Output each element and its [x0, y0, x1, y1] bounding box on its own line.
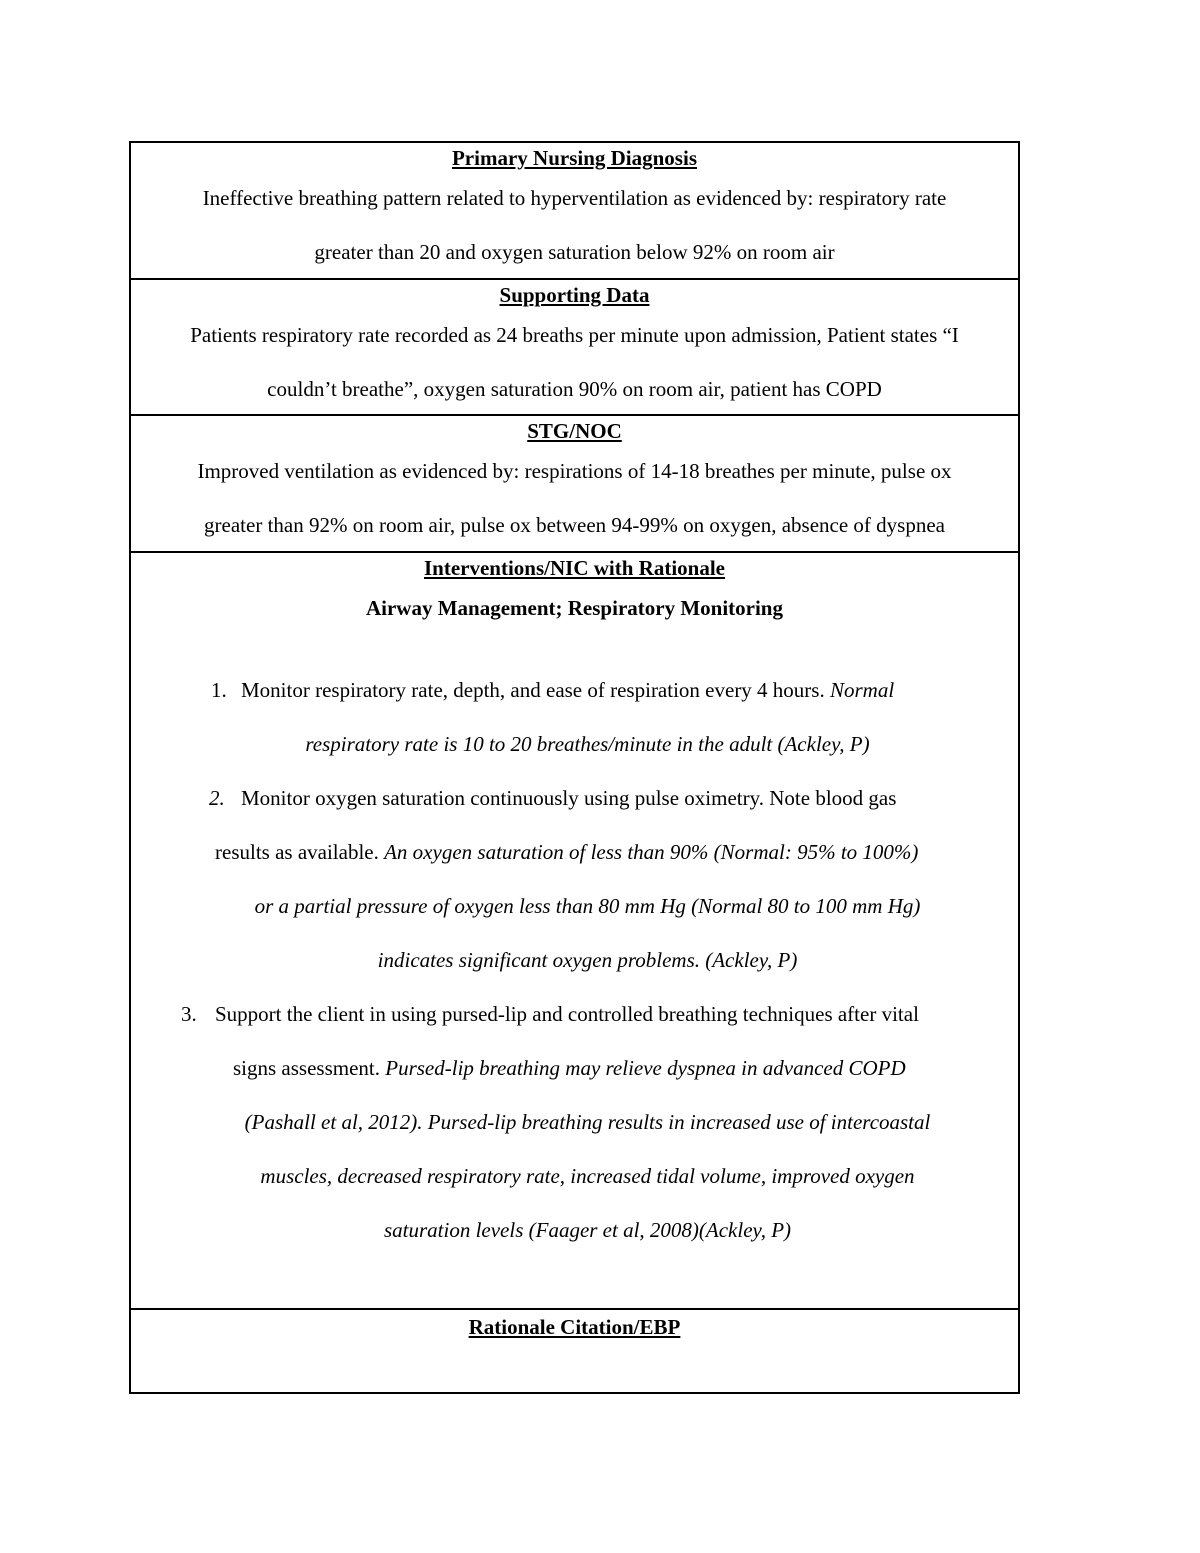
intervention-number: 2. — [209, 786, 225, 810]
intervention-text: Monitor oxygen saturation continuously using pulse oximetry. Note blood gas — [241, 786, 897, 810]
supporting-line-1: Patients respiratory rate recorded as 24 breaths per minute upon admission, Patient states “I — [190, 323, 959, 347]
intervention-item-1 — [131, 663, 1018, 771]
interventions-title: Interventions/NIC with Rationale — [423, 556, 725, 580]
supporting-data-title: Supporting Data — [499, 283, 650, 307]
intervention-text: Monitor respiratory rate, depth, and ease of respiration every 4 hours. — [241, 678, 825, 702]
intervention-number: 1. — [211, 678, 227, 702]
interventions-subtitle: Airway Management; Respiratory Monitoring — [365, 596, 783, 620]
intervention-rationale: indicates significant oxygen problems. (Ackley, P) — [377, 948, 798, 972]
stg-noc-title: STG/NOC — [527, 419, 622, 443]
intervention-rationale: Pursed-lip breathing may relieve dyspnea in advanced COPD — [385, 1056, 906, 1080]
stg-noc-cell — [131, 414, 1018, 551]
intervention-text: results as available. — [215, 840, 379, 864]
intervention-rationale: muscles, decreased respiratory rate, increased tidal volume, improved oxygen — [260, 1164, 915, 1188]
intervention-rationale: respiratory rate is 10 to 20 breathes/minute in the adult (Ackley, P) — [305, 732, 870, 756]
interventions-list — [131, 663, 1018, 1257]
intervention-number: 3. — [181, 1002, 197, 1026]
rationale-citation-title: Rationale Citation/EBP — [468, 1315, 681, 1339]
supporting-data-cell — [131, 278, 1018, 414]
supporting-data-text — [139, 308, 1010, 414]
intervention-item-2 — [131, 771, 1018, 987]
diagnosis-line-1: Ineffective breathing pattern related to hyperventilation as evidenced by: respiratory rate — [202, 186, 947, 210]
intervention-text: signs assessment. — [233, 1056, 380, 1080]
diagnosis-cell — [131, 141, 1018, 278]
rationale-citation-cell — [131, 1308, 1018, 1394]
intervention-item-3 — [131, 987, 1018, 1257]
intervention-rationale: saturation levels (Faager et al, 2008)(Ackley, P) — [383, 1218, 792, 1242]
intervention-rationale: An oxygen saturation of less than 90% (Normal: 95% to 100%) — [384, 840, 919, 864]
intervention-text: Support the client in using pursed-lip and controlled breathing techniques after vital — [215, 1002, 919, 1026]
intervention-rationale: (Pashall et al, 2012). Pursed-lip breathing results in increased use of intercoastal — [244, 1110, 931, 1134]
intervention-rationale: Normal — [829, 678, 895, 702]
intervention-rationale: or a partial pressure of oxygen less than 80 mm Hg (Normal 80 to 100 mm Hg) — [254, 894, 921, 918]
diagnosis-title: Primary Nursing Diagnosis — [451, 146, 697, 170]
care-plan-table — [129, 141, 1020, 1394]
stg-line-2: greater than 92% on room air, pulse ox between 94-99% on oxygen, absence of dyspnea — [204, 513, 945, 537]
stg-line-1: Improved ventilation as evidenced by: respirations of 14-18 breathes per minute, pulse ox — [197, 459, 952, 483]
supporting-line-2: couldn’t breathe”, oxygen saturation 90% on room air, patient has COPD — [267, 377, 882, 401]
stg-noc-text — [139, 444, 1010, 551]
interventions-cell — [131, 551, 1018, 1308]
diagnosis-text — [139, 171, 1010, 278]
diagnosis-line-2: greater than 20 and oxygen saturation below 92% on room air — [314, 240, 835, 264]
